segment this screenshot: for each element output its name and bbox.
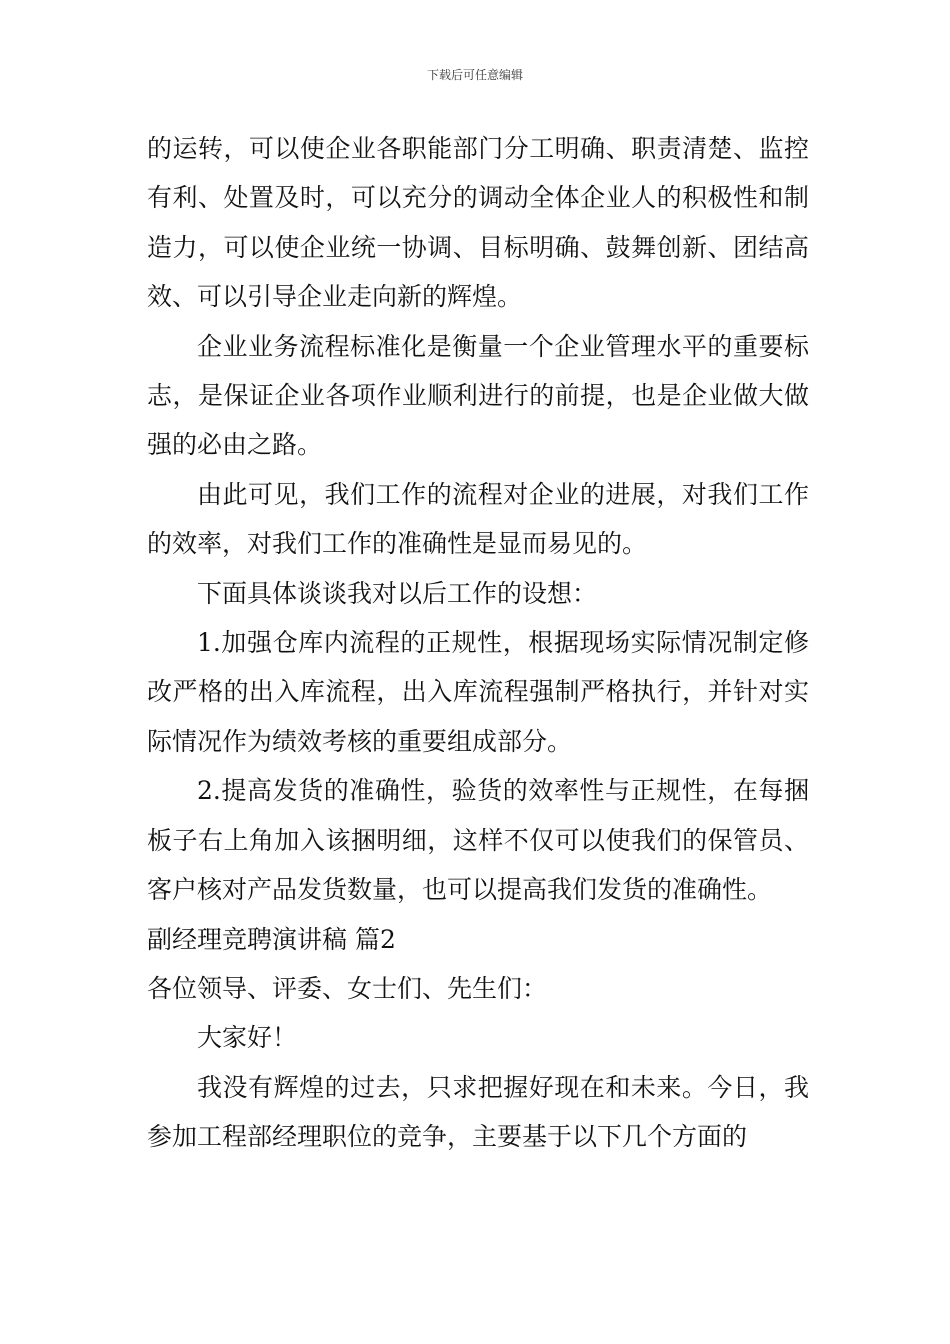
paragraph-conclusion: 由此可见，我们工作的流程对企业的进展，对我们工作的效率，对我们工作的准确性是显而易见的。	[147, 479, 809, 559]
paragraph-plan-item-1: 1.加强仓库内流程的正规性，根据现场实际情况制定修改严格的出入库流程，出入库流程强制严格执行，并针对实际情况作为绩效考核的重要组成部分。	[147, 628, 809, 756]
section-title: 副经理竞聘演讲稿 篇2	[147, 924, 396, 954]
page-header: 下载后可任意编辑	[426, 68, 523, 82]
paragraph-continuation: 的运转，可以使企业各职能部门分工明确、职责清楚、监控有利、处置及时，可以充分的调动全体企业人的积极性和制造力，可以使企业统一协调、目标明确、鼓舞创新、团结高效、可以引导企业走向新的辉煌。	[147, 134, 809, 312]
salutation: 各位领导、评委、女士们、先生们：	[147, 973, 548, 1003]
paragraph-plan-intro: 下面具体谈谈我对以后工作的设想：	[197, 578, 598, 608]
paragraph-speech-opening: 我没有辉煌的过去，只求把握好现在和未来。今日，我参加工程部经理职位的竞争，主要基于以下几个方面的	[147, 1072, 809, 1152]
paragraph-standardization: 企业业务流程标准化是衡量一个企业管理水平的重要标志，是保证企业各项作业顺利进行的前提，也是企业做大做强的必由之路。	[147, 331, 809, 460]
document-body	[147, 124, 809, 1162]
greeting: 大家好！	[197, 1023, 298, 1053]
paragraph-plan-item-2: 2.提高发货的准确性，验货的效率性与正规性，在每捆板子右上角加入该捆明细，这样不仅可以使我们的保管员、客户核对产品发货数量，也可以提高我们发货的准确性。	[147, 776, 809, 905]
